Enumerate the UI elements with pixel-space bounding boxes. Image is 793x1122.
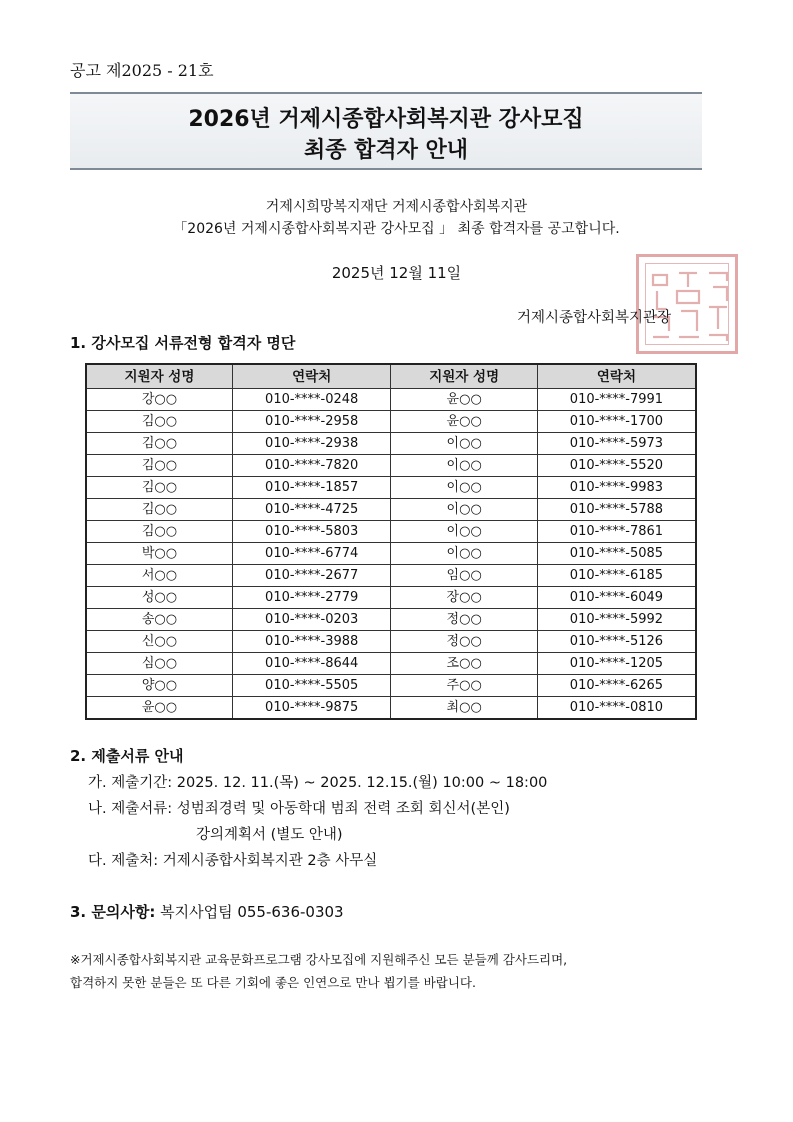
footnote-line-1: ※거제시종합사회복지관 교육문화프로그램 강사모집에 지원해주신 모든 분들께 감사드리며, xyxy=(70,952,568,967)
applicant-name-cell: 김○○ xyxy=(86,433,232,455)
phone-cell: 010-****-1857 xyxy=(232,477,391,499)
phone-cell: 010-****-0810 xyxy=(537,697,696,720)
phone-cell: 010-****-5085 xyxy=(537,543,696,565)
inquiry-label: 3. 문의사항: xyxy=(70,903,156,921)
applicant-name-cell: 정○○ xyxy=(391,631,537,653)
applicant-name-cell: 김○○ xyxy=(86,477,232,499)
phone-cell: 010-****-9875 xyxy=(232,697,391,720)
section-3-inquiry xyxy=(70,901,344,922)
table-row xyxy=(86,697,696,720)
applicant-name-cell: 서○○ xyxy=(86,565,232,587)
applicant-name-cell: 조○○ xyxy=(391,653,537,675)
phone-cell: 010-****-6049 xyxy=(537,587,696,609)
applicant-name-cell: 주○○ xyxy=(391,675,537,697)
title-line-1: 2026년 거제시종합사회복지관 강사모집 xyxy=(188,107,584,132)
table-row xyxy=(86,543,696,565)
footnote-line-2: 합격하지 못한 분들은 또 다른 기회에 좋은 인연으로 만나 뵙기를 바랍니다. xyxy=(70,975,476,990)
applicant-name-cell: 이○○ xyxy=(391,543,537,565)
applicant-name-cell: 심○○ xyxy=(86,653,232,675)
table-row xyxy=(86,653,696,675)
organization-name: 거제시희망복지재단 거제시종합사회복지관 xyxy=(265,199,528,215)
applicant-name-cell: 김○○ xyxy=(86,455,232,477)
submission-documents: 나. 제출서류: 성범죄경력 및 아동학대 범죄 전력 조회 회신서(본인) xyxy=(88,801,510,817)
table-header-row xyxy=(86,364,696,389)
column-header: 연락처 xyxy=(232,364,391,389)
applicant-name-cell: 이○○ xyxy=(391,433,537,455)
applicant-name-cell: 이○○ xyxy=(391,455,537,477)
phone-cell: 010-****-2958 xyxy=(232,411,391,433)
phone-cell: 010-****-6774 xyxy=(232,543,391,565)
applicant-name-cell: 이○○ xyxy=(391,477,537,499)
applicant-table xyxy=(85,363,697,720)
official-seal xyxy=(636,254,738,354)
applicant-table-body xyxy=(86,389,696,720)
phone-cell: 010-****-7861 xyxy=(537,521,696,543)
applicant-name-cell: 이○○ xyxy=(391,521,537,543)
table-row xyxy=(86,455,696,477)
applicant-name-cell: 김○○ xyxy=(86,499,232,521)
table-row xyxy=(86,521,696,543)
applicant-name-cell: 성○○ xyxy=(86,587,232,609)
phone-cell: 010-****-9983 xyxy=(537,477,696,499)
phone-cell: 010-****-5788 xyxy=(537,499,696,521)
table-row xyxy=(86,499,696,521)
submission-documents-continued: 강의계획서 (별도 안내) xyxy=(196,827,343,843)
phone-cell: 010-****-5520 xyxy=(537,455,696,477)
phone-cell: 010-****-1205 xyxy=(537,653,696,675)
table-row xyxy=(86,477,696,499)
applicant-name-cell: 이○○ xyxy=(391,499,537,521)
phone-cell: 010-****-5973 xyxy=(537,433,696,455)
table-row xyxy=(86,565,696,587)
director-signature: 거제시종합사회복지관장 xyxy=(517,310,672,326)
phone-cell: 010-****-3988 xyxy=(232,631,391,653)
phone-cell: 010-****-0248 xyxy=(232,389,391,411)
table-row xyxy=(86,609,696,631)
notice-number: 공고 제2025 - 21호 xyxy=(70,61,214,80)
phone-cell: 010-****-2677 xyxy=(232,565,391,587)
table-row xyxy=(86,389,696,411)
inquiry-contact: 복지사업팀 055-636-0303 xyxy=(160,903,344,921)
applicant-name-cell: 임○○ xyxy=(391,565,537,587)
section-2-heading: 2. 제출서류 안내 xyxy=(70,747,184,765)
applicant-name-cell: 정○○ xyxy=(391,609,537,631)
table-row xyxy=(86,433,696,455)
title-banner xyxy=(70,92,702,170)
announcement-date: 2025년 12월 11일 xyxy=(331,264,462,282)
phone-cell: 010-****-4725 xyxy=(232,499,391,521)
phone-cell: 010-****-5505 xyxy=(232,675,391,697)
section-1-heading: 1. 강사모집 서류전형 합격자 명단 xyxy=(70,334,296,352)
table-row xyxy=(86,631,696,653)
applicant-name-cell: 강○○ xyxy=(86,389,232,411)
phone-cell: 010-****-1700 xyxy=(537,411,696,433)
phone-cell: 010-****-2938 xyxy=(232,433,391,455)
applicant-name-cell: 윤○○ xyxy=(391,411,537,433)
announcement-text: 「2026년 거제시종합사회복지관 강사모집 」 최종 합격자를 공고합니다. xyxy=(173,221,620,237)
applicant-name-cell: 박○○ xyxy=(86,543,232,565)
column-header: 연락처 xyxy=(537,364,696,389)
submission-place: 다. 제출처: 거제시종합사회복지관 2층 사무실 xyxy=(88,853,378,869)
table-row xyxy=(86,587,696,609)
submission-period: 가. 제출기간: 2025. 12. 11.(목) ~ 2025. 12.15.(월) 10:00 ~ 18:00 xyxy=(88,775,548,791)
phone-cell: 010-****-5126 xyxy=(537,631,696,653)
title-line-2: 최종 합격자 안내 xyxy=(303,138,469,163)
applicant-name-cell: 윤○○ xyxy=(391,389,537,411)
applicant-name-cell: 김○○ xyxy=(86,411,232,433)
applicant-name-cell: 양○○ xyxy=(86,675,232,697)
applicant-name-cell: 신○○ xyxy=(86,631,232,653)
phone-cell: 010-****-7820 xyxy=(232,455,391,477)
phone-cell: 010-****-8644 xyxy=(232,653,391,675)
applicant-name-cell: 송○○ xyxy=(86,609,232,631)
applicant-name-cell: 최○○ xyxy=(391,697,537,720)
phone-cell: 010-****-6265 xyxy=(537,675,696,697)
column-header: 지원자 성명 xyxy=(86,364,232,389)
table-row xyxy=(86,411,696,433)
applicant-name-cell: 윤○○ xyxy=(86,697,232,720)
phone-cell: 010-****-6185 xyxy=(537,565,696,587)
applicant-name-cell: 김○○ xyxy=(86,521,232,543)
phone-cell: 010-****-5992 xyxy=(537,609,696,631)
phone-cell: 010-****-2779 xyxy=(232,587,391,609)
applicant-name-cell: 장○○ xyxy=(391,587,537,609)
phone-cell: 010-****-5803 xyxy=(232,521,391,543)
phone-cell: 010-****-7991 xyxy=(537,389,696,411)
column-header: 지원자 성명 xyxy=(391,364,537,389)
phone-cell: 010-****-0203 xyxy=(232,609,391,631)
table-row xyxy=(86,675,696,697)
